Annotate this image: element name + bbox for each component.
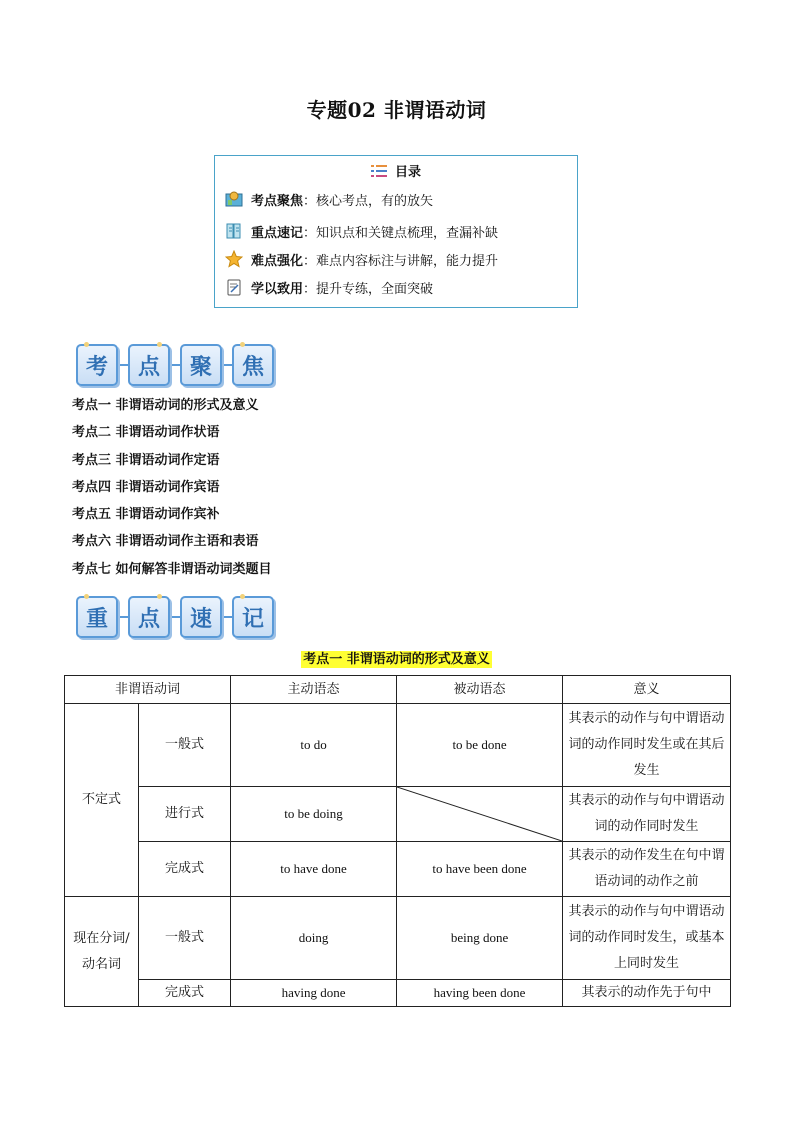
map-icon — [225, 190, 243, 208]
star-icon — [225, 250, 243, 268]
active-cell: to be doing — [231, 787, 397, 842]
forms-table — [64, 675, 731, 1007]
badge-char: 重 — [76, 596, 118, 638]
page-title: 专题02 非谓语动词 — [306, 98, 487, 122]
table-row — [65, 980, 731, 1007]
list-item: 考点二 非谓语动词作状语 — [72, 425, 220, 441]
toc-heading: 目录 — [394, 165, 421, 180]
passive-cell: to be done — [397, 704, 563, 787]
meaning-cell: 其表示的动作发生在句中谓语动词的动作之前 — [563, 842, 731, 897]
form-cell: 进行式 — [139, 787, 231, 842]
table-row — [65, 704, 731, 787]
badge-char: 速 — [180, 596, 222, 638]
form-cell: 一般式 — [139, 704, 231, 787]
focus-banner — [76, 344, 274, 386]
group-cell: 不定式 — [65, 704, 139, 897]
empty-diagonal-cell — [397, 787, 563, 842]
badge-char: 点 — [128, 596, 170, 638]
group-cell: 现在分词/动名词 — [65, 897, 139, 1007]
meaning-cell: 其表示的动作与句中谓语动词的动作同时发生，或基本上同时发生 — [563, 897, 731, 980]
badge-char: 点 — [128, 344, 170, 386]
form-cell: 一般式 — [139, 897, 231, 980]
meaning-cell: 其表示的动作与句中谓语动词的动作同时发生 — [563, 787, 731, 842]
toc-item-practice: 学以致用 ：提升专练，全面突破 — [225, 276, 433, 298]
active-cell: to do — [231, 704, 397, 787]
passive-cell: having been done — [397, 980, 563, 1007]
list-item: 考点三 非谓语动词作定语 — [72, 452, 220, 468]
header-cell: 意义 — [563, 676, 731, 704]
badge-char: 聚 — [180, 344, 222, 386]
book-icon — [225, 222, 243, 240]
list-item: 考点五 非谓语动词作宾补 — [72, 507, 220, 523]
header-cell: 主动语态 — [231, 676, 397, 704]
header-cell: 非谓语动词 — [65, 676, 231, 704]
list-item: 考点七 如何解答非谓语动词类题目 — [72, 561, 272, 577]
list-item: 考点一 非谓语动词的形式及意义 — [72, 398, 259, 413]
active-cell: doing — [231, 897, 397, 980]
form-cell: 完成式 — [139, 980, 231, 1007]
table-of-contents — [214, 155, 578, 308]
table-row — [65, 897, 731, 980]
list-icon — [371, 165, 387, 181]
active-cell: to have done — [231, 842, 397, 897]
badge-char: 焦 — [232, 344, 274, 386]
table-row — [65, 787, 731, 842]
points-list — [72, 396, 272, 587]
list-item: 考点六 非谓语动词作主语和表语 — [72, 534, 259, 550]
form-cell: 完成式 — [139, 842, 231, 897]
table-row — [65, 842, 731, 897]
list-item: 考点四 非谓语动词作宾语 — [72, 479, 220, 495]
notepad-icon — [225, 278, 243, 296]
toc-item-focus: 考点聚焦 ：核心考点，有的放矢 — [225, 188, 433, 210]
meaning-cell: 其表示的动作先于句中 — [563, 980, 731, 1007]
passive-cell: to have been done — [397, 842, 563, 897]
toc-item-difficult: 难点强化 ：难点内容标注与讲解，能力提升 — [225, 248, 498, 270]
meaning-cell: 其表示的动作与句中谓语动词的动作同时发生或在其后发生 — [563, 704, 731, 787]
table-header-row — [65, 676, 731, 704]
toc-item-notes: 重点速记 ：知识点和关键点梳理，查漏补缺 — [225, 220, 498, 242]
passive-cell: being done — [397, 897, 563, 980]
active-cell: having done — [231, 980, 397, 1007]
header-cell: 被动语态 — [397, 676, 563, 704]
notes-banner — [76, 596, 274, 638]
badge-char: 考 — [76, 344, 118, 386]
section-title: 考点一 非谓语动词的形式及意义 — [303, 652, 490, 667]
badge-char: 记 — [232, 596, 274, 638]
